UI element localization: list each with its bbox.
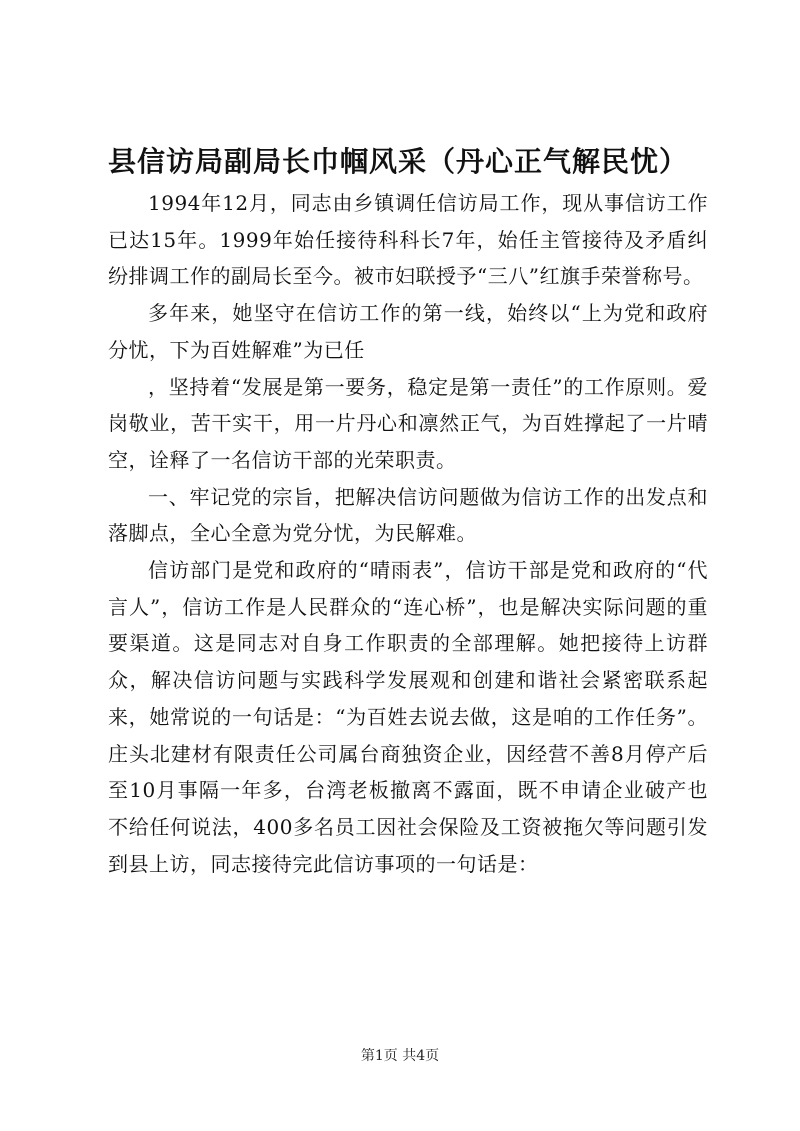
paragraph-1: 1994年12月，同志由乡镇调任信访局工作，现从事信访工作已达15年。1999年始任接待科科长7年，始任主管接待及矛盾纠纷排调工作的副局长至今。被市妇联授予“三八”红旗手荣誉称号。	[108, 191, 708, 289]
paragraph-3: ，坚持着“发展是第一要务，稳定是第一责任”的工作原则。爱岗敬业，苦干实干，用一片丹心和凛然正气，为百姓撑起了一片晴空，诠释了一名信访干部的光荣职责。	[108, 374, 708, 472]
paragraph-4: 一、牢记党的宗旨，把解决信访问题做为信访工作的出发点和落脚点，全心全意为党分忧，为民解难。	[108, 484, 708, 546]
paragraph-5: 信访部门是党和政府的“晴雨表”，信访干部是党和政府的“代言人”，信访工作是人民群众的“连心桥”，也是解决实际问题的重要渠道。这是同志对自身工作职责的全部理解。她把接待上访群众，解决信访问题与实践科学发展观和创建和谐社会紧密联系起来，她常说的一句话是：“为百姓去说去做，这是咱的工作任务”。庄头北建材有限责任公司属台商独资企业，因经营不善8月停产后至10月事隔一年多，台湾老板撤离不露面，既不申请企业破产也不给任何说法，400多名员工因社会保险及工资被拖欠等问题引发到县上访，同志接待完此信访事项的一句话是：	[108, 558, 708, 876]
page-footer: 第1页 共4页	[360, 1048, 440, 1064]
document-body	[108, 185, 708, 882]
document-title: 县信访局副局长巾帼风采（丹心正气解民忧）	[108, 145, 689, 178]
paragraph-2: 多年来，她坚守在信访工作的第一线，始终以“上为党和政府分忧，下为百姓解难”为已任	[108, 301, 708, 362]
